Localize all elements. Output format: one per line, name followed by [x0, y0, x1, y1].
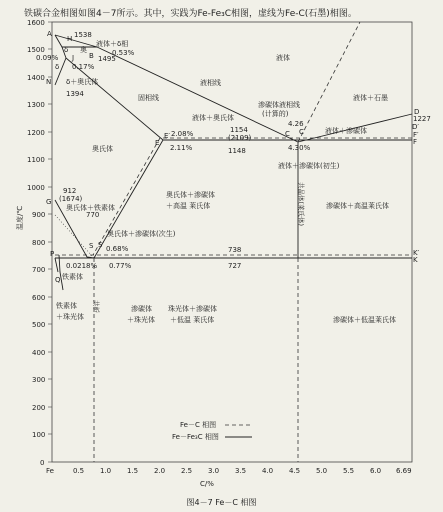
- figure-caption: 图4－7 Fe－C 相图: [186, 498, 257, 507]
- x-tick-label: 4.5: [289, 467, 301, 475]
- value-1154: 1154: [230, 126, 248, 134]
- region-labels: [55, 39, 396, 324]
- graphite-liquidus-line: [298, 22, 360, 142]
- y-tick-label: 300: [32, 376, 46, 384]
- value-0-0218: 0.0218%: [66, 262, 98, 270]
- y-tick-label: 1100: [27, 156, 45, 164]
- x-axis-label: C/%: [200, 480, 214, 488]
- y-tick-label: 900: [32, 211, 46, 219]
- y-tick-label: 100: [32, 431, 46, 439]
- y-tick-label: 200: [32, 404, 46, 412]
- point-d-label: D: [414, 108, 420, 116]
- label-solidus: 固相线: [138, 94, 159, 102]
- y-axis: [48, 22, 55, 462]
- value-2-08: 2.08%: [171, 130, 194, 138]
- region-cementite-high-ledeburite: 渗碳体＋高温莱氏体: [326, 202, 389, 210]
- y-tick-label: 1600: [27, 19, 45, 27]
- value-0-17: 0.17%: [72, 63, 95, 71]
- region-austenite-secondary-cementite: 奥氏体＋渗碳体(次生): [107, 230, 176, 238]
- value-912: 912: [63, 187, 77, 195]
- x-tick-labels: [46, 467, 412, 475]
- point-c-label: C: [285, 130, 290, 138]
- point-f2-label: F′: [413, 131, 419, 139]
- legend-fe-c: Fe－C 相图: [180, 421, 217, 429]
- y-tick-label: 1500: [27, 46, 45, 54]
- point-b-label: B: [89, 52, 94, 60]
- header-caption: 铁碳合金相图如图4－7所示。其中，实践为Fe-Fe₃C相图，虚线为Fe-C(石墨)相图。: [24, 9, 357, 19]
- point-h-label: H: [67, 35, 73, 43]
- y-tick-label: 1200: [27, 129, 45, 137]
- y-tick-label: 800: [32, 239, 46, 247]
- point-q-label: Q: [55, 276, 61, 284]
- value-1538: 1538: [74, 31, 92, 39]
- value-4-26: 4.26: [288, 120, 304, 128]
- region-austenite-cementite: 奥氏体＋渗碳体: [166, 191, 215, 199]
- region-ferrite: 铁素体: [62, 273, 83, 281]
- y-tick-label: 700: [32, 266, 46, 274]
- y-tick-label: 400: [32, 349, 46, 357]
- x-tick-label: 3.5: [235, 467, 247, 475]
- y-tick-label: 0: [40, 459, 45, 467]
- x-tick-label: Fe: [46, 467, 54, 475]
- es-line: [94, 140, 163, 258]
- region-eutectic-column: 共晶体(莱氏体): [297, 182, 305, 227]
- region-high-ledeburite: ＋高温 莱氏体: [166, 202, 211, 210]
- y-tick-label: 600: [32, 294, 46, 302]
- legend: [172, 420, 252, 441]
- y-axis-label: 温度/℃: [16, 205, 24, 230]
- value-0-53: 0.53%: [112, 49, 135, 57]
- value-1495: 1495: [98, 55, 116, 63]
- x-tick-label: 6.0: [370, 467, 382, 475]
- region-austenite-ferrite: 奥氏体＋铁素体: [66, 204, 115, 212]
- region-pearlite-cementite: 珠光体＋渗碳体: [168, 305, 217, 313]
- x-tick-label: 3.0: [208, 467, 220, 475]
- legend-fe-fe3c: Fe－Fe₃C 相图: [172, 433, 219, 441]
- region-ferrite-pearlite: 铁素体: [56, 302, 77, 310]
- x-tick-label: 5.0: [316, 467, 328, 475]
- x-tick-label: 5.5: [343, 467, 355, 475]
- magnetic-line: [55, 215, 94, 258]
- region-cementite-pearlite-2: ＋珠光体: [127, 316, 155, 324]
- x-tick-label: 6.69: [396, 467, 412, 475]
- region-ferrite-pearlite-2: ＋珠光体: [56, 313, 84, 321]
- x-tick-label: 1.5: [127, 467, 139, 475]
- point-k-label: K: [413, 256, 418, 264]
- x-tick-label: 4.0: [262, 467, 274, 475]
- value-0-68: 0.68%: [106, 245, 129, 253]
- value-738: 738: [228, 246, 242, 254]
- value-1674: (1674): [59, 195, 83, 203]
- region-austenite-small: 奥: [80, 46, 87, 54]
- point-p-label: P: [50, 250, 55, 258]
- point-k2-label: K′: [413, 249, 420, 257]
- value-770: 770: [86, 211, 100, 219]
- point-f-label: F: [413, 138, 418, 146]
- value-1227: 1227: [413, 115, 431, 123]
- value-1148: 1148: [228, 147, 246, 155]
- region-eutectoid-label: 共析: [92, 300, 100, 313]
- y-tick-labels: [27, 19, 45, 467]
- label-calculated: (计算的): [262, 110, 289, 118]
- region-cementite-low-ledeburite: 渗碳体＋低温莱氏体: [333, 316, 396, 324]
- value-2-11: 2.11%: [170, 144, 193, 152]
- region-austenite: 奥氏体: [92, 145, 113, 153]
- point-s-label: S: [89, 242, 94, 250]
- value-1394: 1394: [66, 90, 84, 98]
- region-delta-austenite: δ＋奥氏体: [66, 78, 99, 86]
- region-delta: δ: [55, 63, 60, 71]
- value-727: 727: [228, 262, 242, 270]
- region-liquid-delta: 液体＋δ相: [96, 40, 129, 48]
- x-tick-label: 2.0: [154, 467, 166, 475]
- y-tick-label: 500: [32, 321, 46, 329]
- y-tick-label: 1000: [27, 184, 45, 192]
- label-liquidus: 液相线: [200, 79, 221, 87]
- region-cementite-pearlite: 渗碳体: [131, 305, 152, 313]
- y-tick-label: 1300: [27, 101, 45, 109]
- y-tick-label: 1400: [27, 74, 45, 82]
- region-liquid-graphite: 液体＋石墨: [353, 94, 388, 102]
- x-tick-label: 0.5: [73, 467, 85, 475]
- point-e-label: E: [155, 139, 160, 147]
- region-eutectic-primary: 液体＋渗碳体(初生): [278, 162, 340, 170]
- region-delta-small: δ: [64, 46, 69, 54]
- point-s2-label: S′: [98, 241, 105, 249]
- fe-c-dashed-lines: [55, 22, 412, 462]
- value-0-09: 0.09%: [36, 54, 59, 62]
- value-0-77: 0.77%: [109, 262, 132, 270]
- point-a-label: A: [47, 30, 52, 38]
- region-liquid-austenite: 液体＋奥氏体: [192, 114, 234, 122]
- point-c2-label: C′: [299, 128, 306, 136]
- value-4-30: 4.30%: [288, 144, 311, 152]
- point-g-label: G: [46, 198, 52, 206]
- point-j-label: J: [72, 54, 75, 62]
- plot-frame: [52, 22, 412, 462]
- point-n-label: N: [46, 78, 52, 86]
- x-tick-label: 1.0: [100, 467, 112, 475]
- x-tick-label: 2.5: [181, 467, 193, 475]
- point-d2-label: D′: [412, 123, 419, 131]
- point-e2-label: E′: [164, 132, 171, 140]
- region-low-ledeburite: ＋低温 莱氏体: [170, 316, 215, 324]
- label-cementite-liquidus: 渗碳体液相线: [258, 101, 300, 109]
- value-2109: (2109): [228, 134, 252, 142]
- region-liquid-cementite: 液体＋渗碳体: [325, 127, 367, 135]
- pq-line: [55, 258, 58, 272]
- region-liquid: 液体: [276, 54, 290, 62]
